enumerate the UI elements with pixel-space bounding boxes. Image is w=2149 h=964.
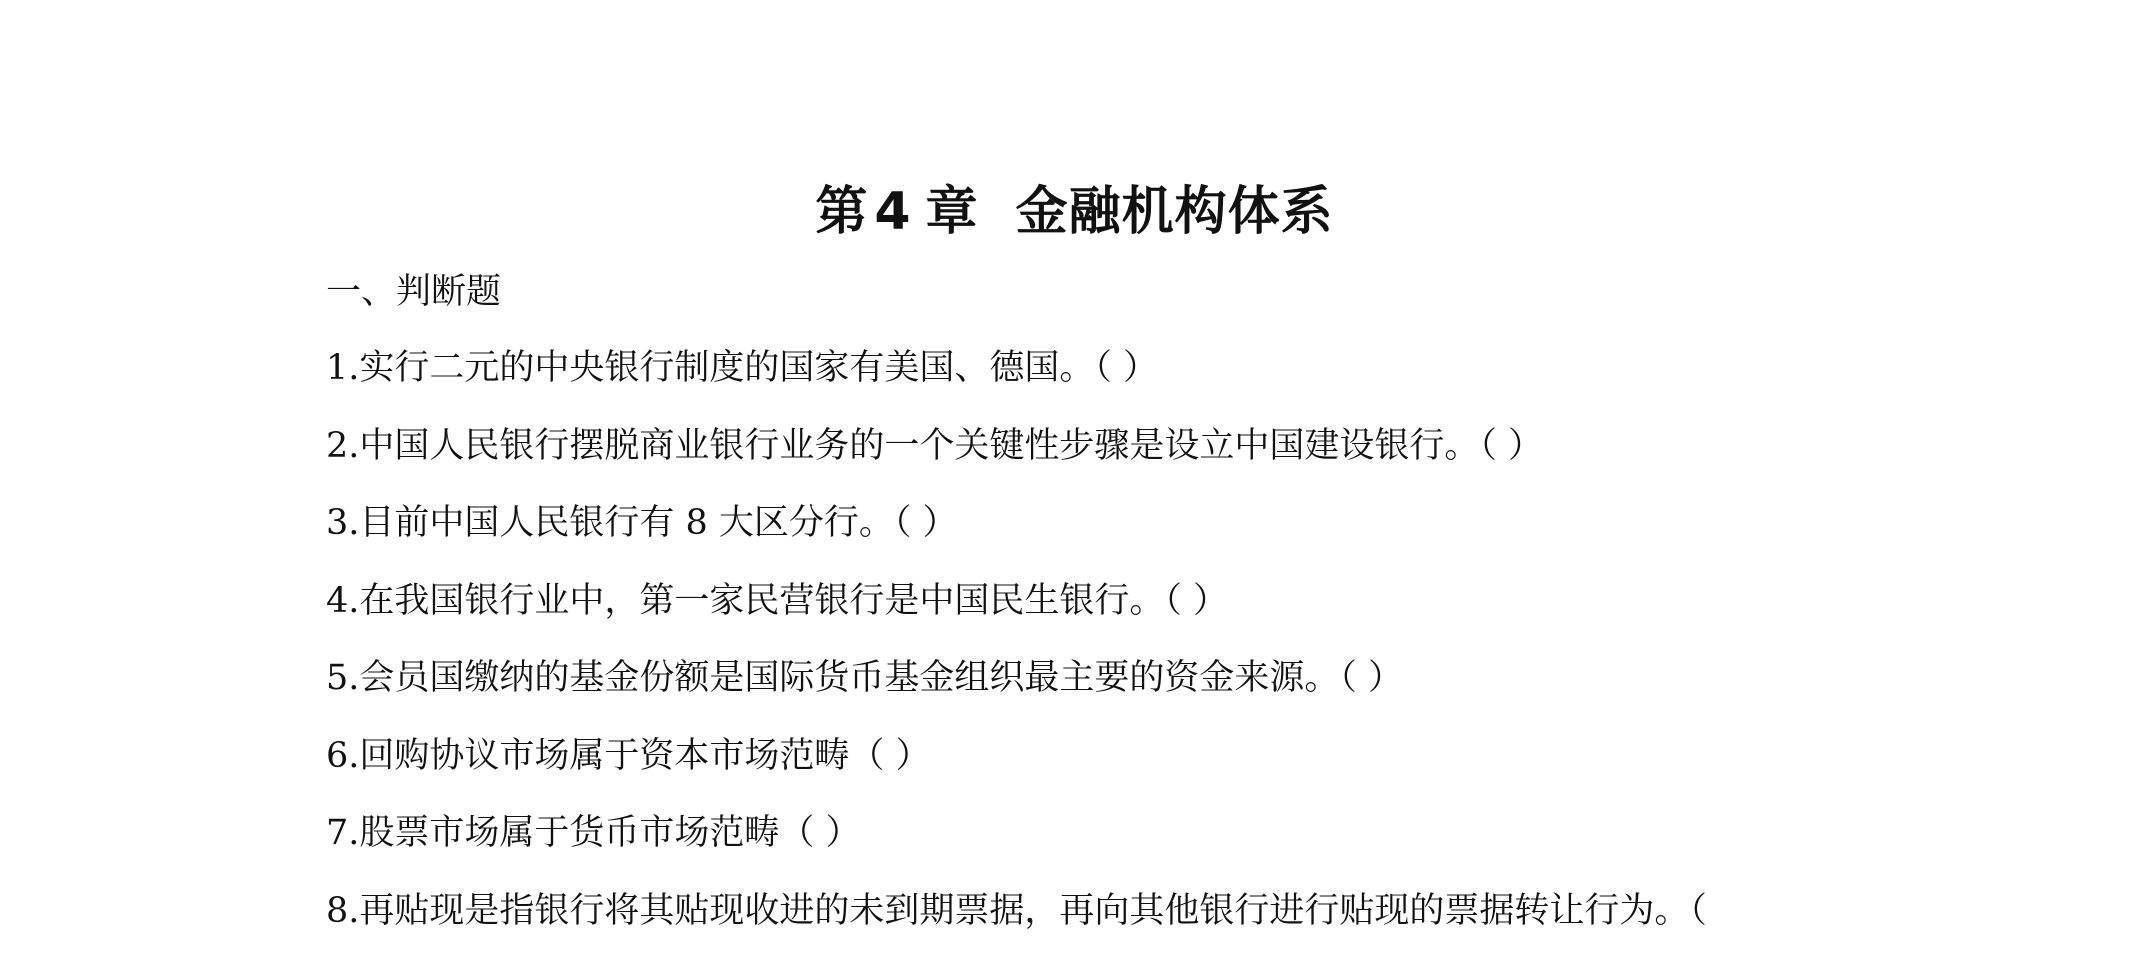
question-list <box>326 344 1707 964</box>
question-item: 6.回购协议市场属于资本市场范畴（ ） <box>326 732 1707 810</box>
chapter-title-chapter: 章 <box>926 182 979 242</box>
section-heading: 一、判断题 <box>326 268 501 316</box>
question-item: 7.股票市场属于货币市场范畴（ ） <box>326 809 1707 887</box>
question-item: 3.目前中国人民银行有 8 大区分行。（ ） <box>326 499 1707 577</box>
question-item: 4.在我国银行业中，第一家民营银行是中国民生银行。（ ） <box>326 577 1707 655</box>
chapter-number: 4 <box>874 182 911 242</box>
chapter-title-text: 金融机构体系 <box>1016 182 1334 242</box>
question-item: 5.会员国缴纳的基金份额是国际货币基金组织最主要的资金来源。（ ） <box>326 654 1707 732</box>
question-item: 1.实行二元的中央银行制度的国家有美国、德国。（ ） <box>326 344 1707 422</box>
chapter-title-prefix: 第 <box>815 182 868 242</box>
question-item: 8.再贴现是指银行将其贴现收进的未到期票据，再向其他银行进行贴现的票据转让行为。（ <box>326 887 1707 964</box>
chapter-title <box>0 176 2149 248</box>
question-item: 2.中国人民银行摆脱商业银行业务的一个关键性步骤是设立中国建设银行。（ ） <box>326 422 1707 500</box>
